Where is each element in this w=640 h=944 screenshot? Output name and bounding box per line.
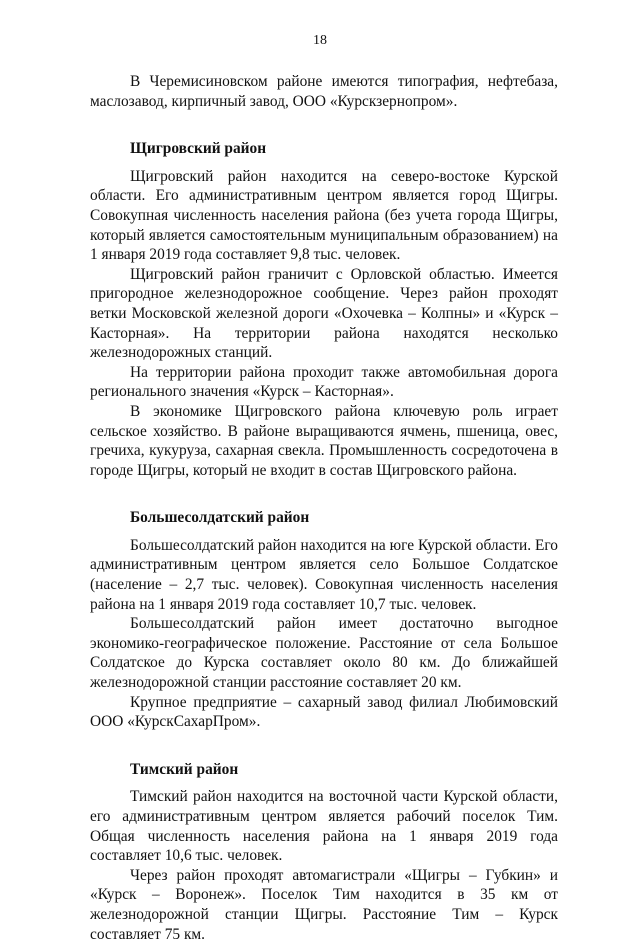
paragraph: Через район проходят автомагистрали «Щигры – Губкин» и «Курск – Воронеж». Поселок Тим находится в 35 км от железнодорожной станции Щигры. Расстояние Тим – Курск составляет 75 км. [90, 866, 558, 943]
paragraph: Тимский район находится на восточной части Курской области, его административным центром является рабочий поселок Тим. Общая численность населения района на 1 января 2019 года составляет 10,6 тыс. человек. [90, 788, 558, 865]
paragraph: Крупное предприятие – сахарный завод филиал Любимовский ООО «КурскСахарПром». [90, 693, 558, 731]
paragraph: В Черемисиновском районе имеются типография, нефтебаза, маслозавод, кирпичный завод, ООО «Курскзернопром». [90, 73, 558, 110]
document-body [90, 72, 558, 944]
section-bolshesoldatsky [90, 508, 558, 732]
paragraph: Большесолдатский район имеет достаточно выгодное экономико-географическое положение. Расстояние от села Большое Солдатское до Курска составляет около 80 км. До ближайшей железнодорожной станции расстояние составляет 20 км. [90, 615, 558, 692]
paragraph: Большесолдатский район находится на юге Курской области. Его административным центром является село Большое Солдатское (население – 2,7 тыс. человек). Совокупная численность населения района на 1 января 2019 года составляет 10,7 тыс. человек. [90, 536, 558, 613]
section-timsky [90, 760, 558, 944]
paragraph: В экономике Щигровского района ключевую роль играет сельское хозяйство. В районе выращиваются ячмень, пшеница, овес, гречиха, кукуруза, сахарная свекла. Промышленность сосредоточена в городе Щигры, который не входит в состав Щигровского района. [90, 402, 558, 479]
paragraph: Щигровский район находится на северо-востоке Курской области. Его административным центром является город Щигры. Совокупная численность населения района (без учета города Щигры, который является самостоятельным муниципальным образованием) на 1 января 2019 года составляет 9,8 тыс. человек. [90, 167, 558, 264]
paragraph: На территории района проходит также автомобильная дорога регионального значения «Курск – Касторная». [90, 363, 558, 401]
section-shchigrovsky [90, 139, 558, 480]
section-heading: Тимский район [130, 760, 239, 778]
section-intro [90, 72, 558, 111]
section-heading: Большесолдатский район [130, 509, 310, 527]
page-number: 18 [313, 33, 327, 48]
paragraph: Щигровский район граничит с Орловской областью. Имеется пригородное железнодорожное сообщение. Через район проходят ветки Московской железной дороги «Охочевка – Колпны» и «Курск – Касторная». На территории района находятся несколько железнодорожных станций. [90, 265, 558, 362]
section-heading: Щигровский район [130, 140, 267, 158]
